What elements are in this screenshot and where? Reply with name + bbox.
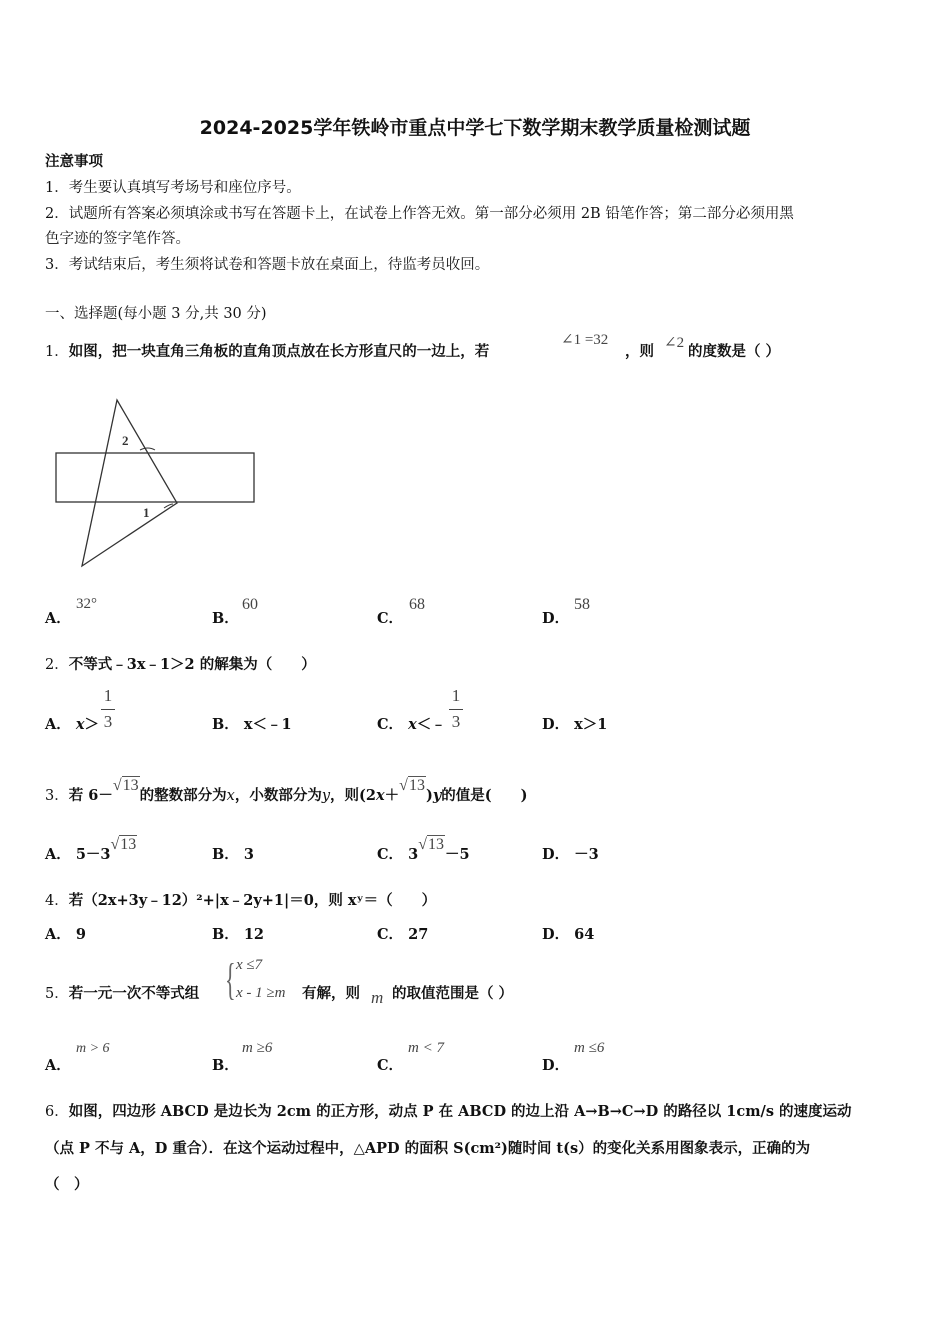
notice-item: 1．考生要认真填写考场号和座位序号。 — [45, 180, 301, 196]
option-letter: D． — [542, 846, 570, 863]
question-3-stem — [45, 777, 528, 805]
question-text: 有解，则 — [302, 985, 360, 1002]
option-letter: B． — [212, 846, 239, 863]
option-letter: C． — [377, 926, 404, 943]
question-6-stem — [45, 1100, 852, 1121]
option-b-value: 60 — [242, 596, 258, 613]
option-b[interactable]: B． — [212, 1057, 239, 1074]
operator: ＞ — [84, 716, 99, 733]
fraction-numerator: 1 — [451, 686, 461, 705]
notice-item: 2．试题所有答案必须填涂或书写在答题卡上，在试卷上作答无效。第一部分必须用 2B 铅笔作答；第二部分必须用黑 — [45, 206, 794, 222]
option-value: 3 — [243, 846, 254, 863]
angle1-label: 1 — [143, 505, 150, 520]
radicand: 13 — [408, 777, 425, 794]
option-d[interactable]: D． — [542, 1057, 570, 1074]
question-text: 如图，把一块直角三角板的直角顶点放在长方形直尺的一边上，若 — [68, 343, 490, 360]
question-text: ) — [425, 787, 433, 804]
option-value: 5－3 — [75, 846, 111, 863]
option-letter: C． — [377, 846, 404, 863]
inequality-line-2: x - 1 ≥m — [236, 985, 286, 1001]
angle1-expression: ∠1 =32 — [561, 332, 609, 348]
option-c[interactable]: C． — [377, 1057, 404, 1074]
option-value: 9 — [75, 926, 86, 943]
ruler-triangle-figure — [40, 390, 270, 575]
option-a[interactable] — [45, 923, 86, 944]
radicand: 13 — [122, 777, 139, 794]
option-value: 64 — [574, 926, 595, 943]
option-a[interactable]: A． — [45, 1057, 71, 1074]
question-4-stem — [45, 889, 436, 910]
option-d[interactable]: D． — [542, 610, 570, 627]
question-2-stem — [45, 653, 316, 674]
option-letter: B． — [212, 716, 239, 733]
option-value: －3 — [574, 846, 599, 863]
question-text: 若 6－ — [68, 787, 113, 804]
variable: x — [75, 716, 85, 733]
option-letter: A． — [45, 716, 71, 733]
option-value: 3 — [408, 846, 419, 863]
radicand: 13 — [427, 836, 444, 853]
option-a[interactable] — [45, 713, 99, 734]
option-letter: A． — [45, 846, 71, 863]
option-c[interactable] — [377, 713, 446, 734]
option-d-value: 58 — [574, 596, 590, 613]
sqrt-expression: √13 — [399, 777, 425, 794]
variable-m: m — [371, 988, 384, 1007]
question-text: 的值是( ) — [441, 787, 528, 804]
option-c[interactable] — [377, 836, 470, 864]
notice-heading: 注意事项 — [45, 153, 103, 170]
question-text: 的度数是（ ） — [688, 343, 781, 360]
angle2-expression: ∠2 — [664, 335, 685, 351]
variable-y: y — [321, 788, 331, 804]
option-c[interactable] — [377, 923, 428, 944]
option-d[interactable] — [542, 713, 607, 734]
fraction-denominator: 3 — [103, 712, 113, 731]
option-a-value: m > 6 — [76, 1041, 110, 1056]
question-number: 4． — [45, 893, 69, 909]
page-title: 2024-2025学年铁岭市重点中学七下数学期末教学质量检测试题 — [199, 117, 751, 139]
question-text: 不等式﹣3x﹣1＞2 的解集为（ ） — [68, 656, 316, 673]
question-text: ，则(2 — [330, 787, 376, 804]
option-value: x＞1 — [574, 716, 608, 733]
option-letter: C． — [377, 716, 404, 733]
fraction-bar — [101, 709, 115, 710]
variable: x — [408, 716, 417, 733]
question-text: ＋ — [384, 787, 400, 804]
variable-x: x — [376, 787, 385, 804]
option-d-value: m ≤6 — [574, 1040, 605, 1056]
question-text: 若一元一次不等式组 — [68, 985, 200, 1002]
question-number: 6． — [45, 1104, 69, 1120]
option-letter: A． — [45, 926, 71, 943]
system-brace: { — [225, 955, 236, 1004]
question-1-stem — [45, 340, 489, 361]
option-letter: B． — [212, 926, 239, 943]
angle2-arc — [140, 448, 155, 450]
option-d[interactable] — [542, 843, 599, 864]
question-text: 如图，四边形 ABCD 是边长为 2cm 的正方形，动点 P 在 ABCD 的边上沿 A→B→C→D 的路径以 1cm/s 的速度运动 — [68, 1103, 852, 1120]
option-value: 27 — [408, 926, 429, 943]
fraction-numerator: 1 — [103, 686, 113, 705]
angle2-label: 2 — [122, 433, 129, 448]
question-text: 的整数部分为 — [139, 787, 227, 804]
question-number: 2． — [45, 657, 69, 673]
question-text: ，小数部分为 — [234, 787, 322, 804]
question-number: 1． — [45, 344, 69, 360]
option-c-value: m < 7 — [408, 1040, 444, 1056]
sqrt-expression: √13 — [418, 836, 444, 853]
question-5-stem — [45, 982, 199, 1003]
inequality-line-1: x ≤7 — [236, 957, 263, 973]
option-a[interactable]: A． — [45, 610, 71, 627]
variable-y: y — [432, 787, 442, 804]
question-number: 3． — [45, 788, 69, 804]
question-text: 若（2x+3y﹣12）²+|x﹣2y+1|＝0，则 xʸ＝（ ） — [68, 892, 437, 909]
option-b[interactable] — [212, 713, 292, 734]
notice-item: 色字迹的签字笔作答。 — [45, 231, 190, 247]
right-triangle — [82, 400, 177, 566]
operator: ＜﹣ — [416, 716, 446, 733]
option-c-value: 68 — [409, 596, 425, 613]
option-a-value: 32° — [76, 596, 97, 612]
fraction-bar — [449, 709, 463, 710]
sqrt-expression: √13 — [110, 836, 137, 853]
option-b[interactable] — [212, 843, 254, 864]
question-text: （点 P 不与 A，D 重合）．在这个运动过程中，△APD 的面积 S(cm²)随时间 t(s）的变化关系用图象表示，正确的为 — [45, 1140, 811, 1157]
variable-x: x — [226, 788, 235, 804]
question-text: 的取值范围是（ ） — [392, 985, 514, 1002]
option-a[interactable] — [45, 836, 137, 864]
option-value: 12 — [243, 926, 265, 943]
option-letter: D． — [542, 926, 570, 943]
ruler-rectangle — [56, 453, 254, 502]
option-value: －5 — [444, 846, 470, 863]
question-text: ，则 — [625, 343, 654, 360]
option-letter: D． — [542, 716, 570, 733]
option-value: x＜﹣1 — [243, 716, 292, 733]
fraction-denominator: 3 — [451, 712, 461, 731]
option-b[interactable] — [212, 923, 264, 944]
option-d[interactable] — [542, 923, 594, 944]
question-text: （ ） — [45, 1176, 89, 1193]
option-b[interactable]: B． — [212, 610, 239, 627]
option-b-value: m ≥6 — [242, 1040, 273, 1056]
sqrt-expression: √13 — [112, 777, 139, 794]
question-number: 5． — [45, 986, 69, 1002]
section-heading: 一、选择题(每小题 3 分,共 30 分) — [45, 306, 267, 322]
notice-item: 3．考试结束后，考生须将试卷和答题卡放在桌面上，待监考员收回。 — [45, 257, 490, 273]
radicand: 13 — [120, 836, 137, 853]
option-c[interactable]: C． — [377, 610, 404, 627]
